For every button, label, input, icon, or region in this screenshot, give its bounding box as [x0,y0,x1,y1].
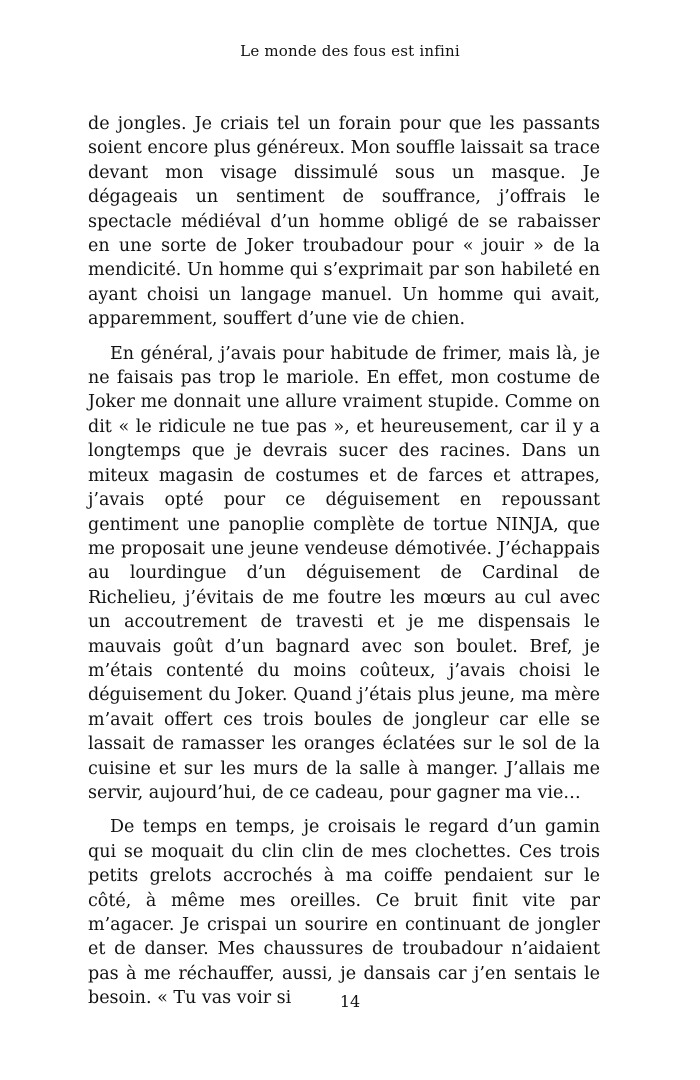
paragraph-3: De temps en temps, je croisais le regard d’un gamin qui se moquait du clin clin de mes clochettes. Ces trois petits grelots accrochés à ma coiffe pendaient sur le côté, à même mes oreilles. Ce bruit finit vite par m’agacer. Je crispai un sourire en continuant de jongler et de danser. Mes chaussures de troubadour n’aidaient pas à me réchauffer, aussi, je dansais car j’en sentais le besoin. « Tu vas voir si [88,817,600,1009]
paragraph-2: En général, j’avais pour habitude de frimer, mais là, je ne faisais pas trop le mariole. En effet, mon costume de Joker me donnait une allure vraiment stupide. Comme on dit « le ridicule ne tue pas », et heureusement, car il y a longtemps que je devrais sucer des racines. Dans un miteux magasin de costumes et de farces et attrapes, j’avais opté pour ce déguisement en repoussant gentiment une panoplie complète de tortue NINJA, que me proposait une jeune vendeuse démotivée. J’échappais au lourdingue d’un déguisement de Cardinal de Richelieu, j’évitais de me foutre les mœurs au cul avec un accoutrement de travesti et je me dispensais le mauvais goût d’un bagnard avec son boulet. Bref, je m’étais contenté du moins coûteux, j’avais choisi le déguisement du Joker. Quand j’étais plus jeune, ma mère m’avait offert ces trois boules de jongleur car elle se lassait de ramasser les oranges éclatées sur le sol de la cuisine et sur les murs de la salle à manger. J’allais me servir, aujourd’hui, de ce cadeau, pour gagner ma vie… [88,343,600,803]
paragraph-1: de jongles. Je criais tel un forain pour que les passants soient encore plus généreux. Mon souffle laissait sa trace devant mon visage dissimulé sous un masque. Je dégageais un sentiment de souffrance, j’offrais le spectacle médiéval d’un homme obligé de se rabaisser en une sorte de Joker troubadour pour « jouir » de la mendicité. Un homme qui s’exprimait par son habileté en ayant choisi un langage manuel. Un homme qui avait, apparemment, souffert d’une vie de chien. [88,114,600,330]
running-head: Le monde des fous est infini [240,42,460,60]
page-number: 14 [339,992,361,1011]
body-text [88,112,600,1011]
